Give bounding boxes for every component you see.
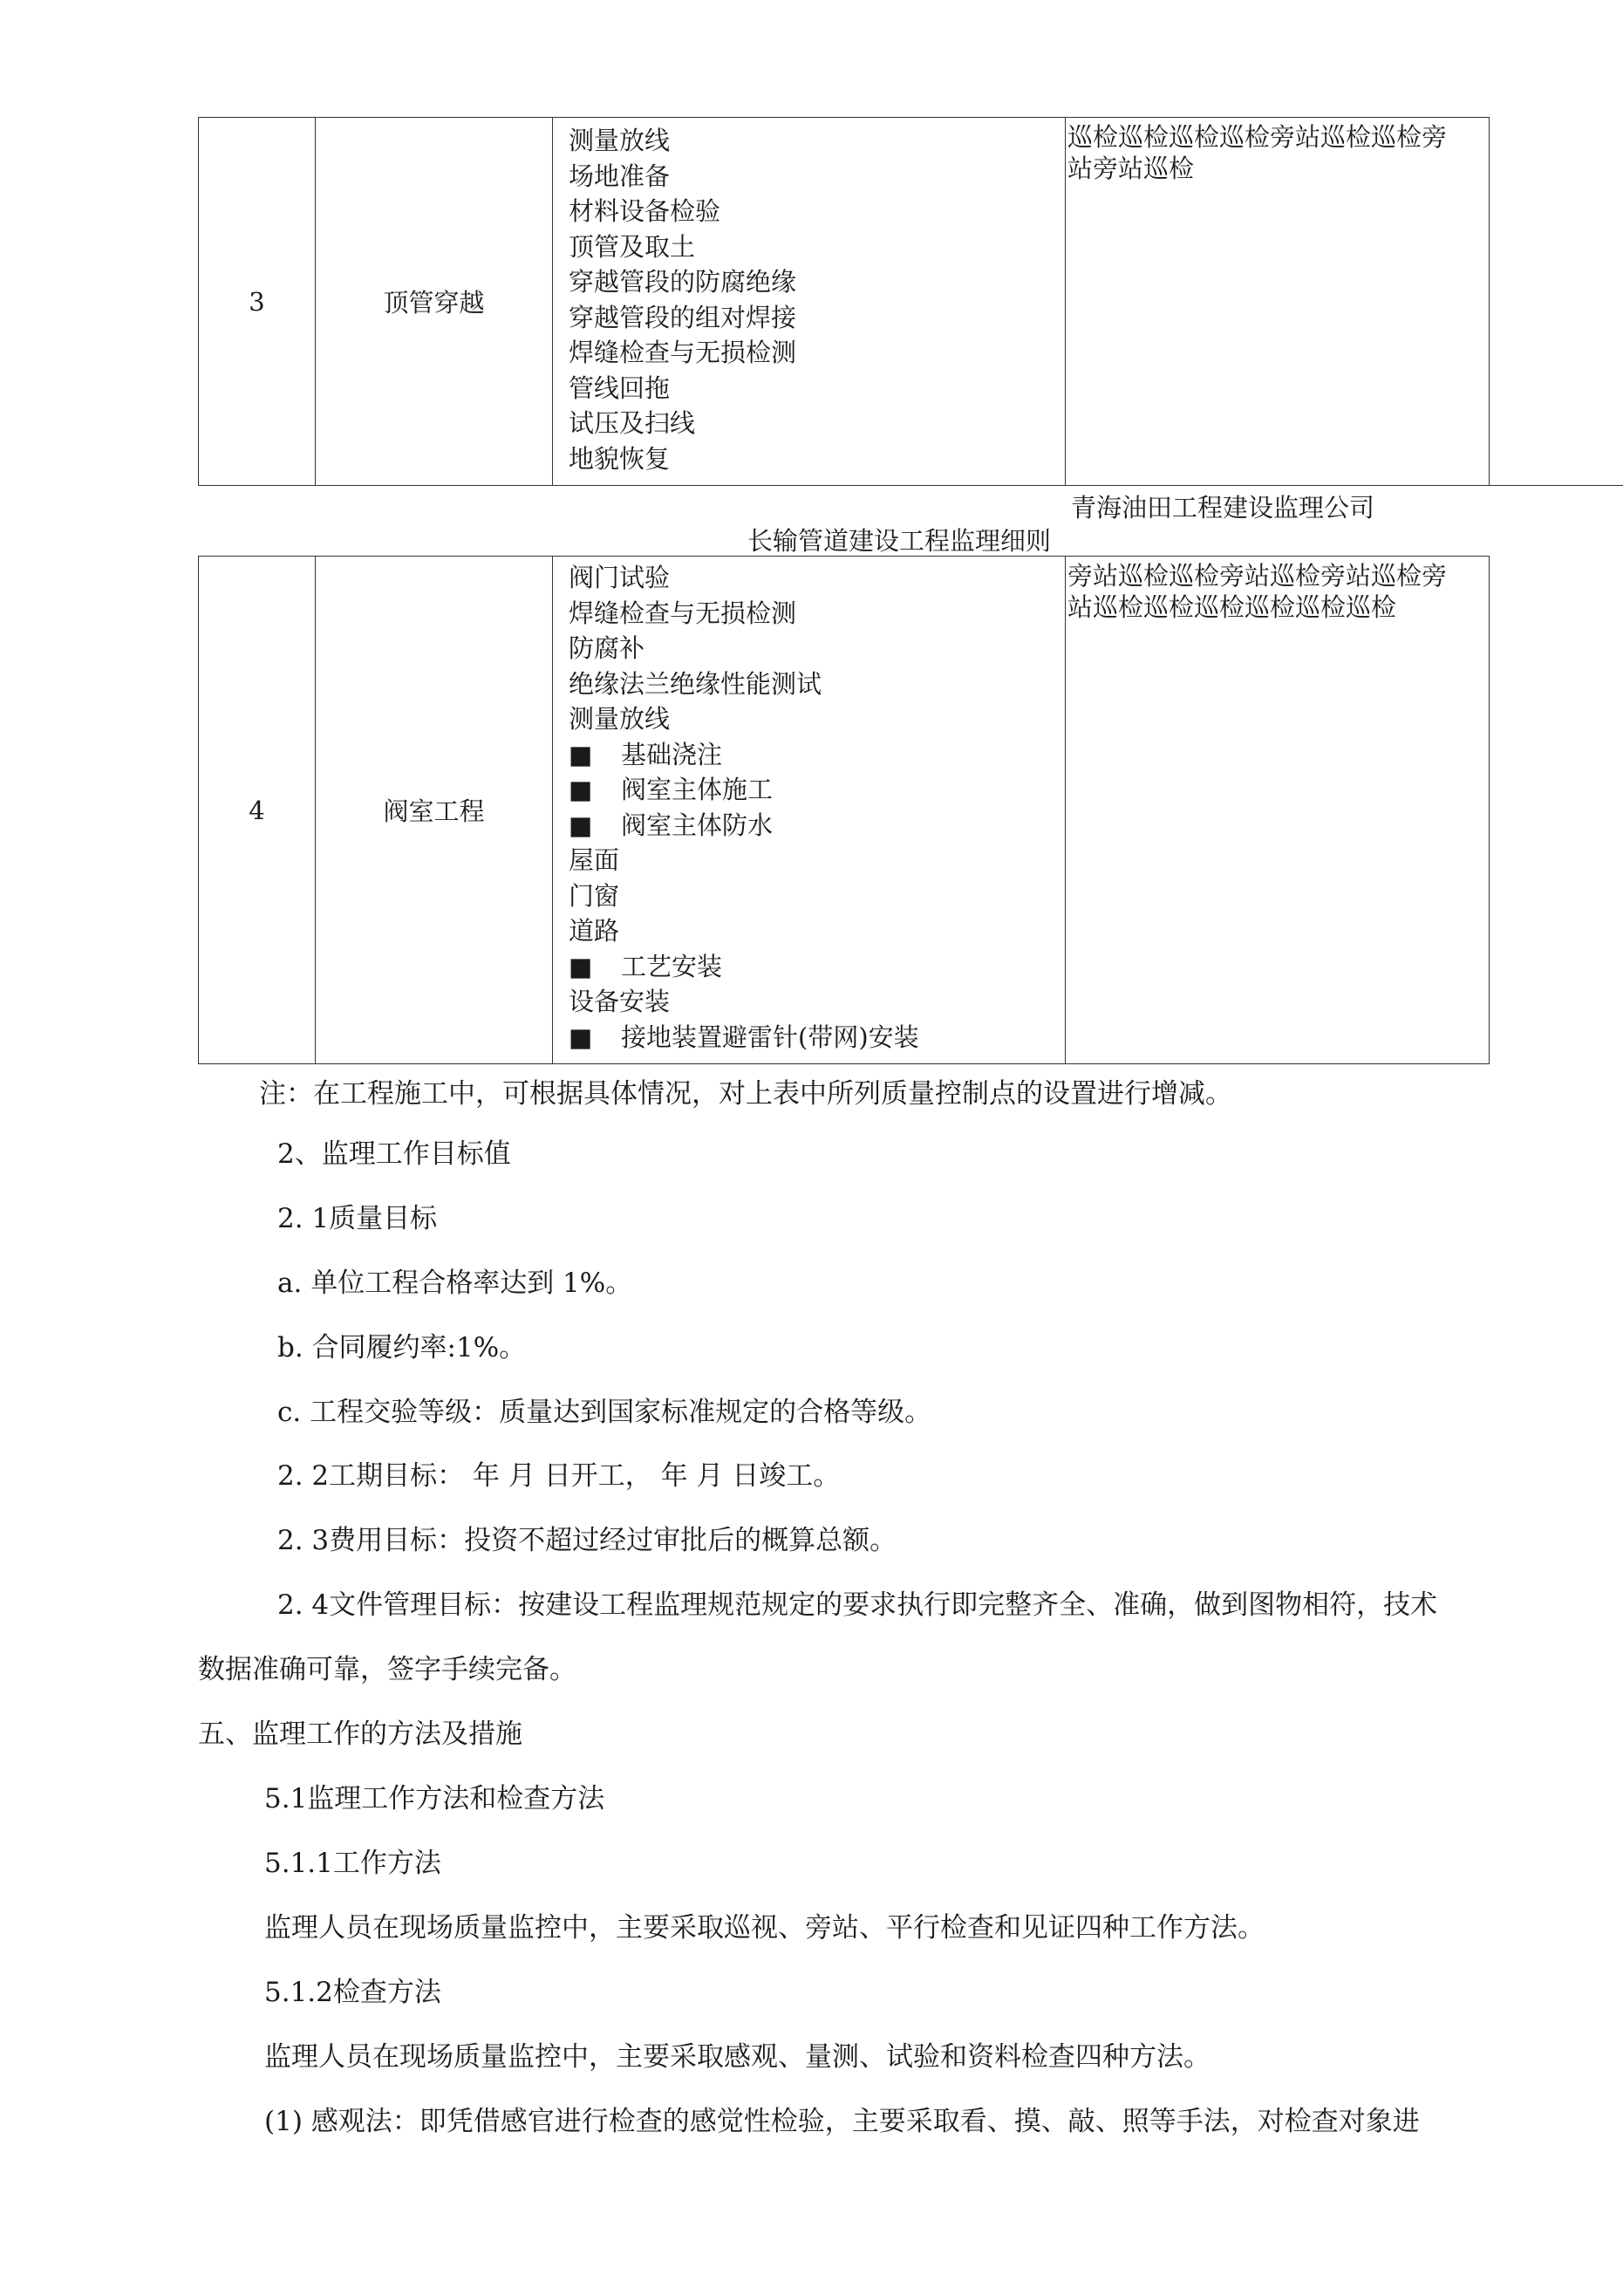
control-point-item [569, 596, 1065, 632]
control-point-label: 基础浇注 [621, 739, 723, 769]
control-point-label: 接地装置避雷针(带网)安装 [621, 1022, 919, 1052]
control-point-label: 地貌恢复 [569, 443, 671, 474]
control-point-label: 穿越管段的防腐绝缘 [569, 267, 797, 297]
row-number: 4 [199, 557, 316, 1064]
document-title: 长输管道建设工程监理细则 [747, 526, 1052, 556]
control-point-label: 阀室主体防水 [621, 810, 774, 840]
control-point-label: 设备安装 [569, 987, 671, 1016]
control-point-label: 测量放线 [569, 126, 671, 155]
table-row [199, 557, 1490, 1064]
control-point-item [569, 264, 1065, 300]
control-points-list [553, 118, 1066, 486]
control-points-list [553, 557, 1066, 1064]
square-bullet-icon: ■ [569, 739, 593, 769]
section-heading: 五、监理工作的方法及措施 [198, 1719, 522, 1750]
control-point-item [569, 300, 1065, 336]
work-item-name: 阀室工程 [316, 557, 553, 1064]
control-point-item [569, 406, 1065, 441]
inspection-method [1066, 118, 1490, 486]
control-point-item [569, 984, 1065, 1020]
inspection-line: 旁站巡检巡检旁站巡检旁站巡检旁 [1067, 561, 1448, 591]
paragraph: 监理人员在现场质量监控中，主要采取感观、量测、试验和资料检查四种方法。 [264, 2041, 1210, 2073]
list-item: b. 合同履约率:1%。 [277, 1332, 527, 1363]
control-point-item [569, 843, 1065, 878]
quality-control-table-top [198, 117, 1490, 486]
control-point-item [569, 772, 1065, 808]
square-bullet-icon: ■ [569, 951, 593, 981]
control-point-item [569, 1020, 1065, 1056]
subsection-heading: 5.1.1工作方法 [264, 1848, 441, 1879]
control-point-label: 工艺安装 [621, 951, 723, 981]
control-point-label: 试压及扫线 [569, 408, 696, 438]
control-point-item [569, 441, 1065, 477]
control-point-label: 屋面 [569, 845, 620, 875]
row-number: 3 [199, 118, 316, 486]
control-point-item [569, 913, 1065, 949]
company-name: 青海油田工程建设监理公司 [1071, 493, 1375, 523]
work-item-name: 顶管穿越 [316, 118, 553, 486]
inspection-line: 站巡检巡检巡检巡检巡检巡检 [1067, 592, 1397, 622]
control-point-label: 场地准备 [569, 161, 671, 191]
control-point-item [569, 560, 1065, 596]
control-point-label: 材料设备检验 [569, 196, 721, 226]
control-point-item [569, 229, 1065, 265]
subsection-heading: 5.1监理工作方法和检查方法 [264, 1783, 605, 1814]
control-point-item [569, 159, 1065, 195]
control-point-label: 测量放线 [569, 704, 671, 734]
control-point-item [569, 335, 1065, 371]
header-rule [1071, 485, 1623, 486]
subsection-heading: 2. 4文件管理目标：按建设工程监理规范规定的要求执行即完整齐全、准确，做到图物相符，技术 [277, 1589, 1438, 1621]
control-point-label: 顶管及取土 [569, 231, 696, 262]
quality-control-table-bottom [198, 556, 1490, 1064]
inspection-method [1066, 557, 1490, 1064]
inspection-line: 巡检巡检巡检巡检旁站巡检巡检旁 [1067, 122, 1448, 152]
subsection-heading: 2. 1质量目标 [277, 1203, 438, 1234]
square-bullet-icon: ■ [569, 810, 593, 840]
control-point-item [569, 949, 1065, 985]
square-bullet-icon: ■ [569, 775, 593, 804]
paragraph-continuation: 数据准确可靠，签字手续完备。 [198, 1654, 576, 1685]
control-point-item [569, 194, 1065, 229]
subsection-heading: 2. 3费用目标：投资不超过经过审批后的概算总额。 [277, 1525, 897, 1556]
control-point-item [569, 666, 1065, 702]
control-point-item [569, 878, 1065, 914]
subsection-heading: 2. 2工期目标： 年 月 日开工， 年 月 日竣工。 [277, 1460, 841, 1492]
control-point-label: 绝缘法兰绝缘性能测试 [569, 668, 822, 699]
control-point-label: 阀门试验 [569, 563, 671, 592]
control-point-item [569, 631, 1065, 666]
control-point-item [569, 808, 1065, 844]
list-item: c. 工程交验等级：质量达到国家标准规定的合格等级。 [277, 1397, 932, 1428]
paragraph: 监理人员在现场质量监控中，主要采取巡视、旁站、平行检查和见证四种工作方法。 [264, 1912, 1265, 1944]
control-point-item [569, 737, 1065, 773]
control-point-label: 焊缝检查与无损检测 [569, 598, 797, 628]
list-item: a. 单位工程合格率达到 1%。 [277, 1268, 633, 1299]
control-point-label: 穿越管段的组对焊接 [569, 302, 797, 332]
section-heading: 2、监理工作目标值 [277, 1138, 511, 1170]
control-point-label: 阀室主体施工 [621, 775, 774, 804]
control-point-item [569, 371, 1065, 407]
control-point-item [569, 123, 1065, 159]
control-point-label: 管线回拖 [569, 372, 671, 403]
list-item: (1) 感观法：即凭借感官进行检查的感觉性检验，主要采取看、摸、敲、照等手法，对检查对象进 [264, 2106, 1420, 2137]
table-row [199, 118, 1490, 486]
control-point-label: 焊缝检查与无损检测 [569, 338, 797, 367]
control-point-label: 门窗 [569, 880, 620, 911]
square-bullet-icon: ■ [569, 1022, 593, 1052]
inspection-line: 站旁站巡检 [1067, 154, 1195, 183]
control-point-item [569, 701, 1065, 737]
subsection-heading: 5.1.2检查方法 [264, 1977, 441, 2008]
table-note: 注：在工程施工中，可根据具体情况，对上表中所列质量控制点的设置进行增减。 [259, 1078, 1232, 1110]
control-point-label: 防腐补 [569, 633, 645, 663]
control-point-label: 道路 [569, 916, 620, 946]
